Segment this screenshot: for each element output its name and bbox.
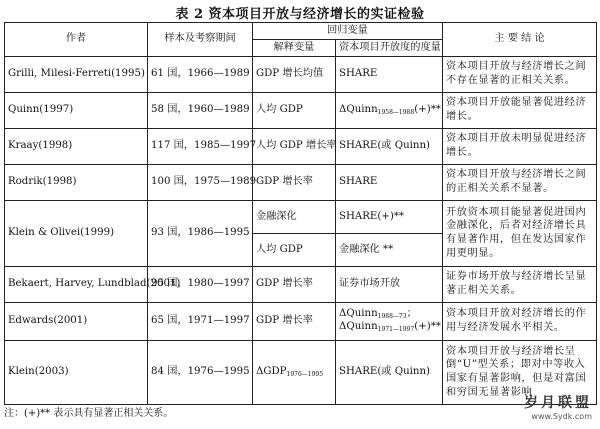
measure-subscript: 1988—73 bbox=[377, 313, 407, 321]
measure-cell bbox=[336, 92, 443, 128]
table-row bbox=[5, 200, 597, 233]
watermark-url: www.Sydk.com bbox=[531, 412, 592, 421]
measure-cell: SHARE(或 Quinn) bbox=[336, 128, 443, 164]
measure-suffix: (+)** bbox=[414, 103, 441, 115]
conclusion-cell: 资本项目开放与经济增长之间不存在显著的正相关关系。 bbox=[443, 56, 597, 92]
sample-cell: 95 国，1980—1997 bbox=[148, 266, 253, 302]
explanatory-cell: 金融深化 bbox=[253, 200, 336, 233]
explanatory-main: ΔGDP bbox=[256, 365, 287, 377]
explanatory-cell: 人均 GDP 增长率 bbox=[253, 128, 336, 164]
measure-subscript: 1958—1988 bbox=[377, 108, 415, 116]
sample-cell: 58 国，1960—1989 bbox=[148, 92, 253, 128]
sample-cell: 61 国，1966—1989 bbox=[148, 56, 253, 92]
watermark bbox=[524, 392, 592, 421]
measure-main: ΔQuinn bbox=[339, 321, 378, 333]
sample-cell: 84 国，1976—1995 bbox=[148, 340, 253, 404]
table-row bbox=[5, 266, 597, 302]
author-cell: Rodrik(1998) bbox=[5, 164, 148, 200]
author-cell: Kraay(1998) bbox=[5, 128, 148, 164]
table-row bbox=[5, 164, 597, 200]
measure-cell bbox=[336, 302, 443, 340]
measure-cell: 证券市场开放 bbox=[336, 266, 443, 302]
table-row bbox=[5, 302, 597, 340]
explanatory-cell: 人均 GDP bbox=[253, 92, 336, 128]
measure-cell: 金融深化 ** bbox=[336, 233, 443, 266]
measure-suffix: ； bbox=[406, 308, 417, 320]
header-conclusion: 主 要 结 论 bbox=[443, 23, 597, 57]
measure-cell: SHARE(+)** bbox=[336, 200, 443, 233]
sample-cell: 100 国，1975—1989 bbox=[148, 164, 253, 200]
conclusion-cell: 资本项目开放对经济增长的作用与经济发展水平相关。 bbox=[443, 302, 597, 340]
conclusion-cell: 资本项目开放与经济增长之间的正相关关系不显著。 bbox=[443, 164, 597, 200]
conclusion-cell: 资本项目开放能显著促进经济增长。 bbox=[443, 92, 597, 128]
author-cell: Quinn(1997) bbox=[5, 92, 148, 128]
measure-main: ΔQuinn bbox=[339, 308, 378, 320]
table-note: 注：(+)** 表示具有显著正相关关系。 bbox=[4, 408, 174, 419]
measure-subscript: 1971—1997 bbox=[377, 326, 415, 334]
explanatory-cell: GDP 增长率 bbox=[253, 266, 336, 302]
header-explanatory: 解释变量 bbox=[253, 39, 336, 56]
explanatory-cell: GDP 增长率 bbox=[253, 302, 336, 340]
measure-cell: SHARE(或 Quinn) bbox=[336, 340, 443, 404]
header-author: 作者 bbox=[5, 23, 148, 57]
author-cell: Klein & Olivei(1999) bbox=[5, 200, 148, 266]
explanatory-cell bbox=[253, 340, 336, 404]
conclusion-cell: 资本项目开放与经济增长呈倒“U”型关系；即对中等收入国家有显著影响，但是对富国和穷国无显著影响 bbox=[443, 340, 597, 404]
conclusion-cell: 证券市场开放与经济增长呈显著正相关关系。 bbox=[443, 266, 597, 302]
sample-cell: 93 国，1986—1995 bbox=[148, 200, 253, 266]
header-openness-measure: 资本项目开放度的度量 bbox=[336, 39, 443, 56]
author-cell: Grilli, Milesi-Ferreti(1995) bbox=[5, 56, 148, 92]
explanatory-cell: GDP 增长均值 bbox=[253, 56, 336, 92]
explanatory-cell: GDP 增长率 bbox=[253, 164, 336, 200]
table-row bbox=[5, 340, 597, 404]
measure-cell: SHARE bbox=[336, 164, 443, 200]
author-cell: Klein(2003) bbox=[5, 340, 148, 404]
table-row bbox=[5, 92, 597, 128]
watermark-text: 岁月联盟 bbox=[524, 395, 592, 411]
measure-main: ΔQuinn bbox=[339, 103, 378, 115]
table-row bbox=[5, 128, 597, 164]
explanatory-cell: 人均 GDP bbox=[253, 233, 336, 266]
conclusion-cell: 资本项目开放未明显促进经济增长。 bbox=[443, 128, 597, 164]
explanatory-subscript: 1976—1995 bbox=[286, 370, 324, 378]
sample-cell: 117 国，1985—1997 bbox=[148, 128, 253, 164]
table-row bbox=[5, 56, 597, 92]
measure-suffix: (+)** bbox=[414, 321, 441, 333]
sample-cell: 65 国，1971—1997 bbox=[148, 302, 253, 340]
author-cell: Edwards(2001) bbox=[5, 302, 148, 340]
table-title: 表 2 资本项目开放与经济增长的实证检验 bbox=[175, 7, 425, 22]
measure-cell: SHARE bbox=[336, 56, 443, 92]
author-cell: Bekaert, Harvey, Lundblad(2001) bbox=[5, 266, 148, 302]
header-regression: 回归变量 bbox=[253, 23, 443, 40]
header-sample: 样本及考察期间 bbox=[148, 23, 253, 57]
conclusion-cell: 开放资本项目能显著促进国内金融深化，后者对经济增长具有显著作用，但在发达国家作用更明显。 bbox=[443, 200, 597, 266]
empirical-table bbox=[4, 22, 597, 405]
